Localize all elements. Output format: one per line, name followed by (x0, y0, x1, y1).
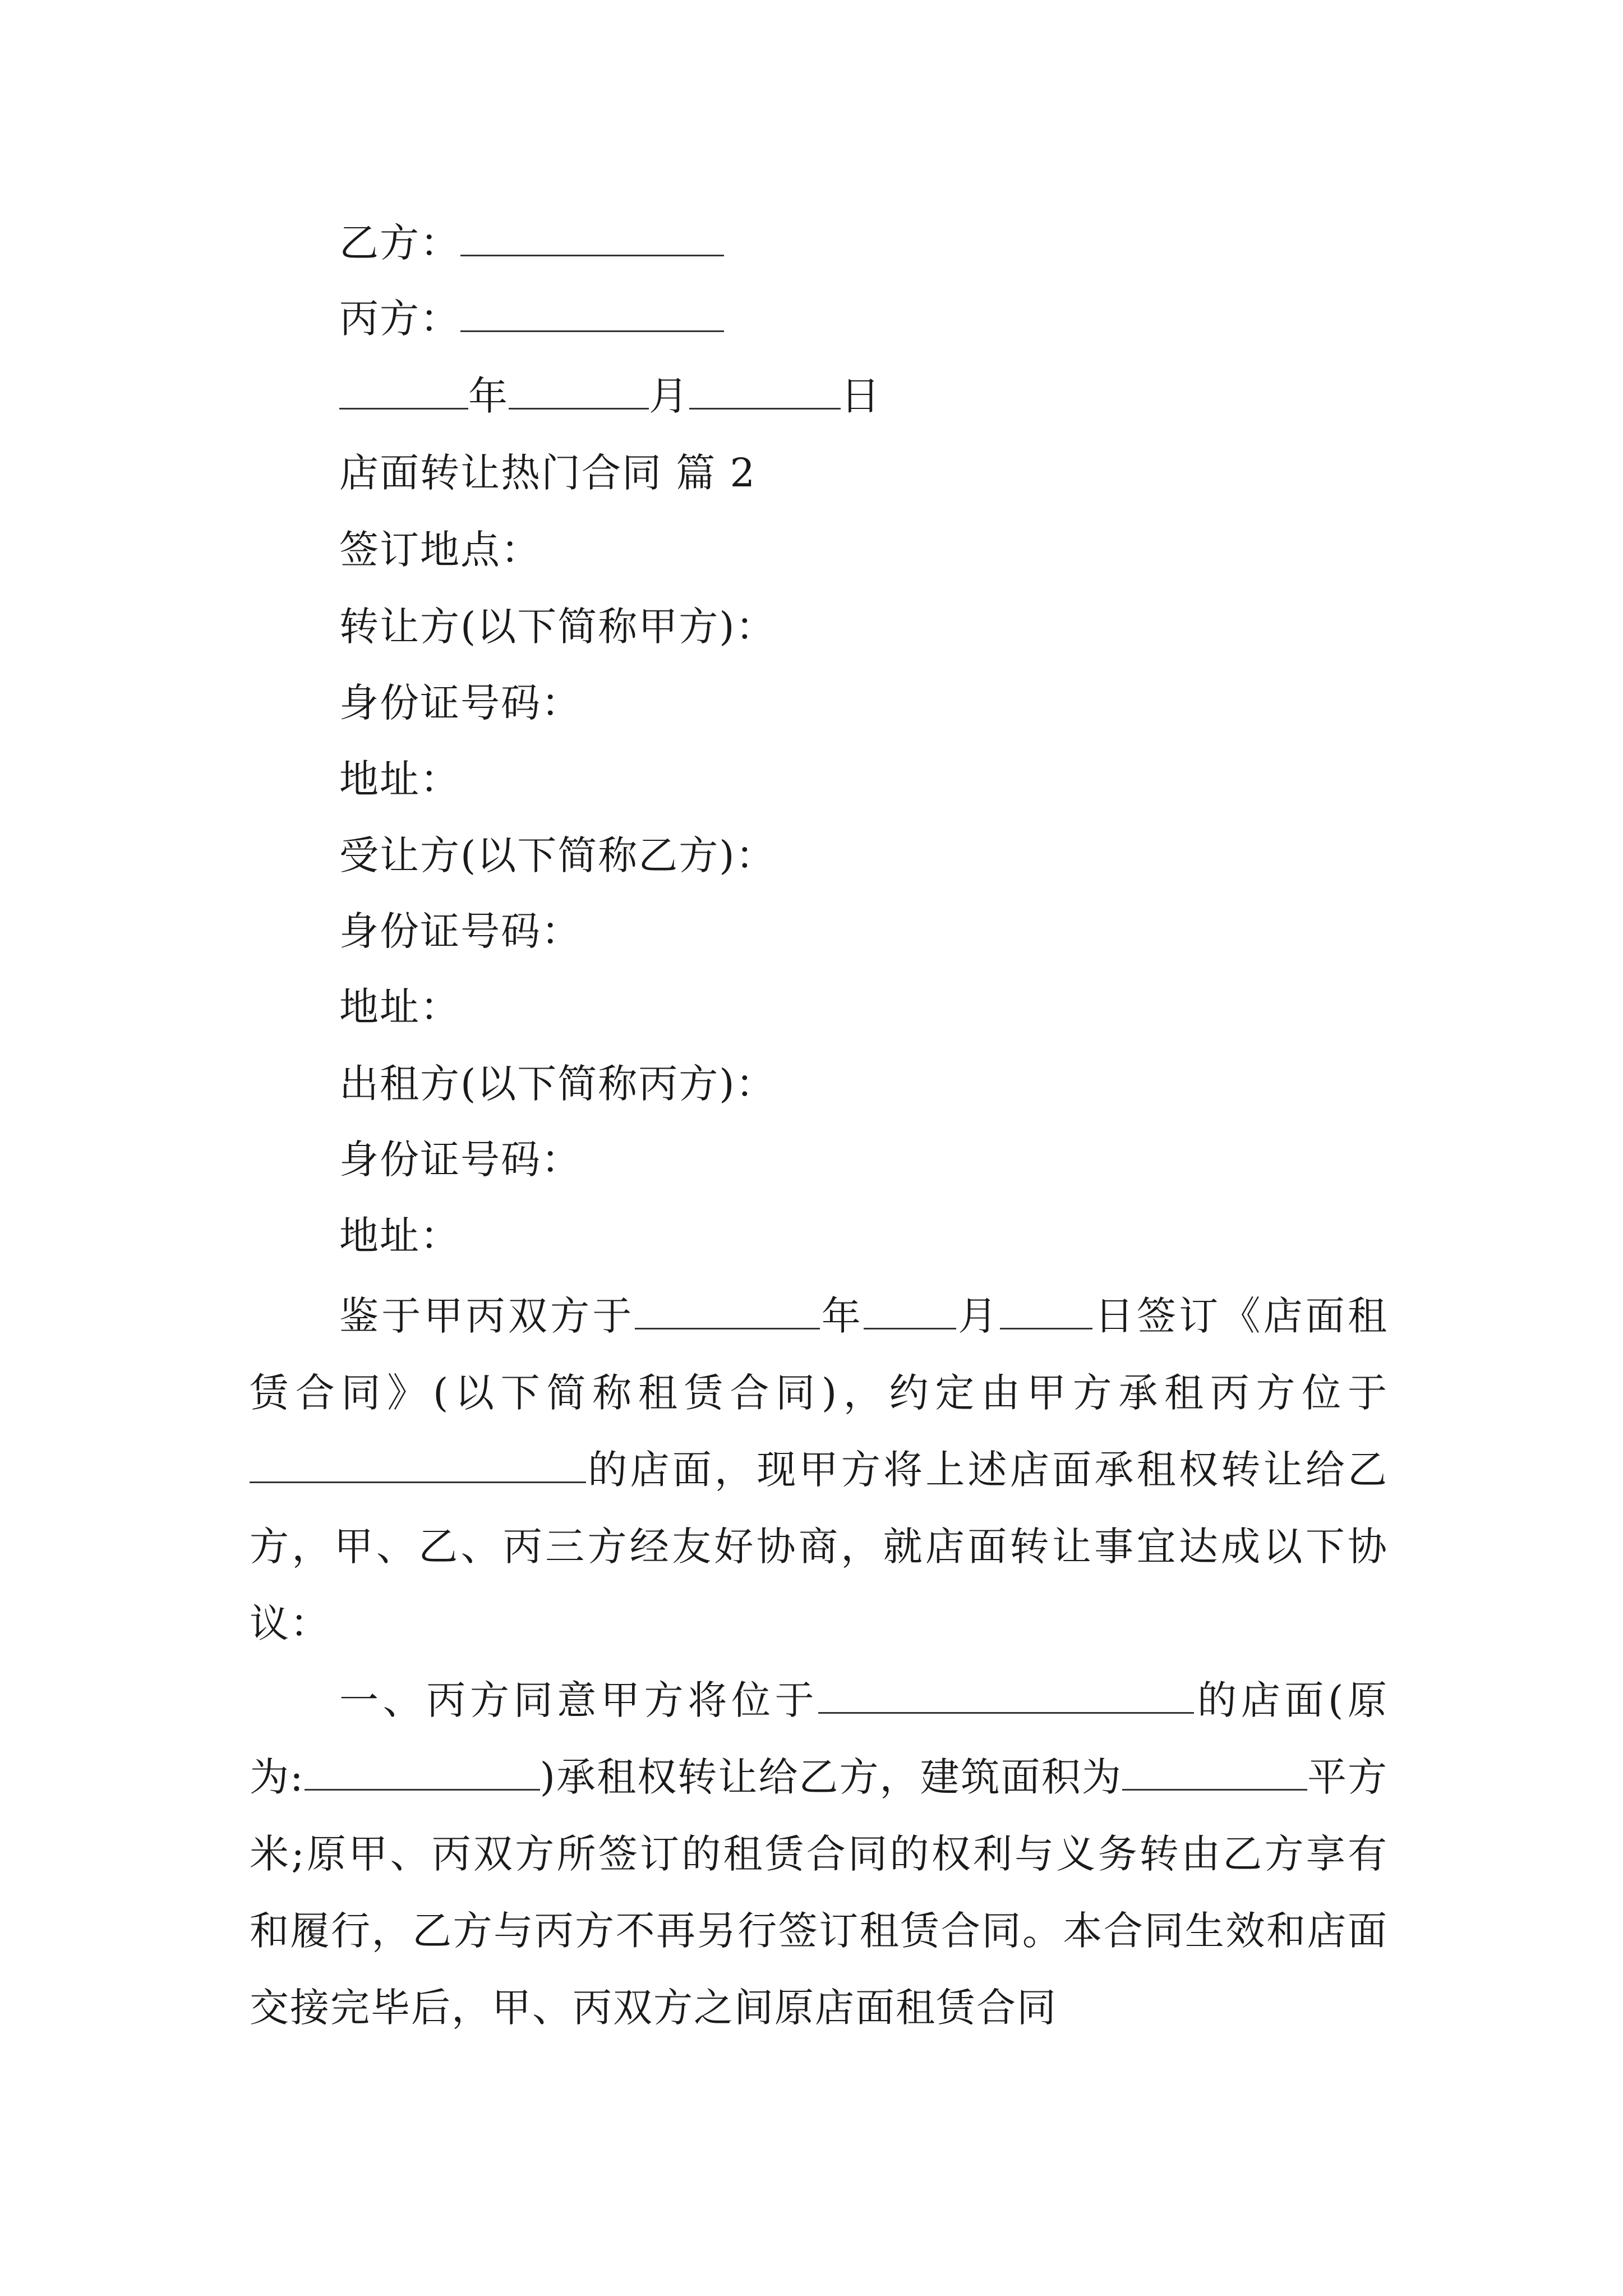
preamble-year-blank (635, 1299, 820, 1329)
party-c-label: 丙方： (339, 296, 460, 342)
clause-one-text-1: 一、丙方同意甲方将位于 (339, 1677, 819, 1723)
party-b-label: 乙方： (339, 220, 460, 266)
year-blank (339, 379, 468, 409)
preamble-month-blank (864, 1299, 956, 1329)
lessor-address-field: 地址： (339, 1213, 460, 1259)
preamble-text-5: 的店面，现甲方将上述店面承租权转让给乙方，甲、乙、丙三方经友好协商，就店面转让事宜达成以下协议： (250, 1447, 1388, 1646)
party-c-signature-line (339, 296, 724, 342)
clause-one-area-blank (1122, 1760, 1307, 1791)
party-b-signature-line (339, 220, 724, 266)
section-title: 店面转让热门合同 篇 2 (339, 450, 757, 496)
clause-one-location-blank (818, 1683, 1194, 1714)
year-label: 年 (468, 373, 509, 419)
party-b-blank (460, 226, 724, 256)
transferor-id-field: 身份证号码： (339, 680, 582, 726)
date-line (339, 373, 881, 419)
transferor-field: 转让方(以下简称甲方)： (339, 604, 776, 650)
preamble-text-1: 鉴于甲丙双方于 (339, 1293, 635, 1339)
clause-one-text-2: 的店面(原为: (250, 1677, 1389, 1800)
clause-one-text-3: )承租权转让给乙方，建筑面积为 (540, 1754, 1122, 1800)
preamble-day-blank (1000, 1299, 1092, 1329)
clause-one-paragraph (250, 1662, 1388, 2046)
lessor-field: 出租方(以下简称丙方)： (339, 1061, 776, 1107)
preamble-text-3: 月 (956, 1293, 1000, 1339)
lessor-id-field: 身份证号码： (339, 1137, 582, 1182)
party-c-blank (460, 301, 724, 332)
preamble-text-2: 年 (819, 1293, 864, 1339)
clause-one-text-4: 平方米;原甲、丙双方所签订的租赁合同的权利与义务转由乙方享有和履行，乙方与丙方不再另行签订租赁合同。本合同生效和店面交接完毕后，甲、丙双方之间原店面租赁合同 (250, 1754, 1389, 2031)
transferor-address-field: 地址： (339, 756, 460, 802)
transferee-id-field: 身份证号码： (339, 908, 582, 954)
transferee-address-field: 地址： (339, 984, 460, 1030)
transferee-field: 受让方(以下简称乙方)： (339, 832, 776, 878)
signing-place-field: 签订地点： (339, 527, 541, 573)
month-label: 月 (649, 373, 689, 419)
preamble-text-4: 日签订《店面租赁合同》(以下简称租赁合同)，约定由甲方承租丙方位于 (250, 1293, 1389, 1416)
day-blank (689, 379, 841, 409)
clause-one-original-blank (305, 1760, 540, 1791)
day-label: 日 (841, 373, 881, 419)
month-blank (509, 379, 649, 409)
preamble-location-blank (250, 1452, 586, 1483)
preamble-paragraph (250, 1278, 1388, 1662)
